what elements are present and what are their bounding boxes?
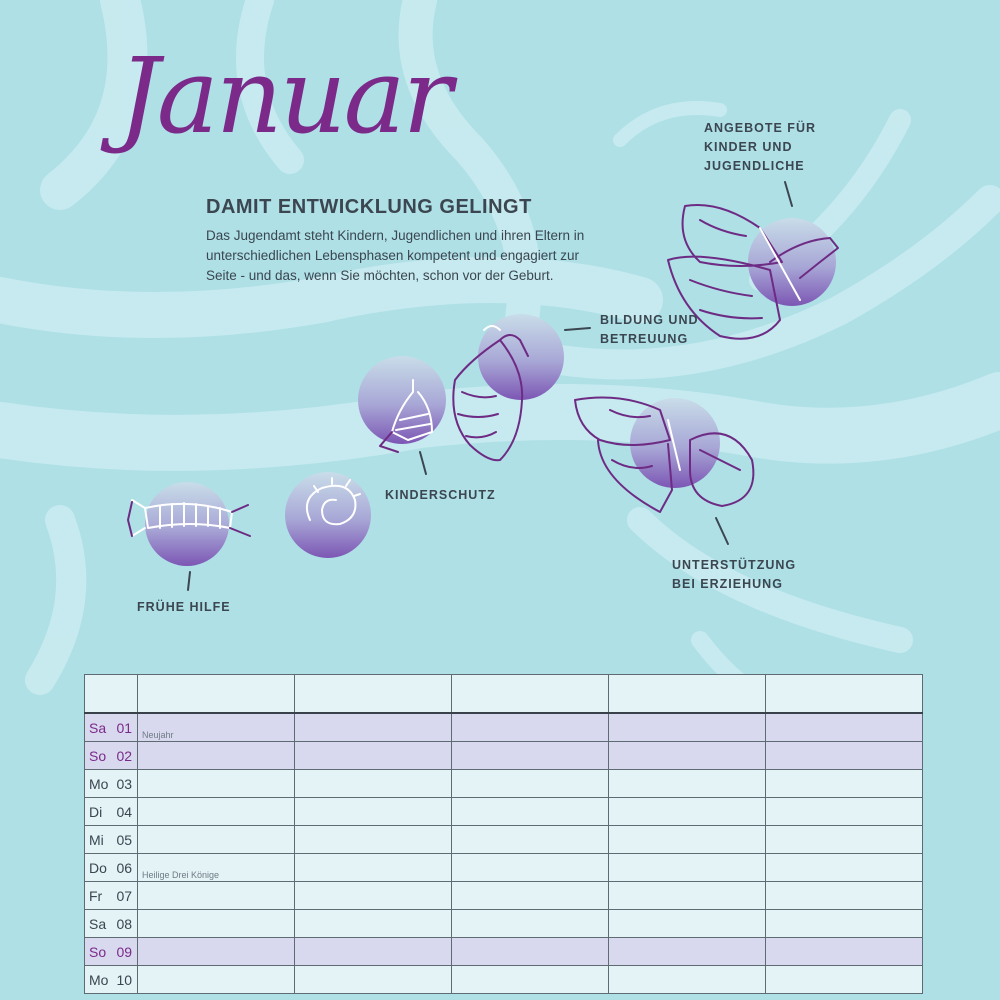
calendar-row bbox=[85, 938, 923, 966]
butterfly-icon bbox=[575, 398, 753, 512]
entry-cell[interactable] bbox=[766, 713, 923, 742]
entry-cell[interactable] bbox=[609, 854, 766, 882]
entry-cell[interactable] bbox=[295, 742, 452, 770]
headline: DAMIT ENTWICKLUNG GELINGT bbox=[206, 196, 532, 218]
entry-cell[interactable] bbox=[138, 882, 295, 910]
day-name: So bbox=[85, 742, 115, 770]
entry-cell[interactable] bbox=[452, 770, 609, 798]
calendar-row bbox=[85, 798, 923, 826]
entry-cell[interactable] bbox=[766, 938, 923, 966]
caterpillar-icon bbox=[128, 500, 250, 536]
day-name: Mo bbox=[85, 770, 115, 798]
header-column[interactable] bbox=[138, 675, 295, 714]
label-bildung-line1: BILDUNG UND bbox=[600, 313, 699, 327]
day-number: 04 bbox=[115, 798, 138, 826]
entry-cell[interactable] bbox=[295, 938, 452, 966]
calendar-row bbox=[85, 966, 923, 994]
calendar-header-row bbox=[85, 675, 923, 714]
calendar-row bbox=[85, 770, 923, 798]
entry-cell[interactable] bbox=[766, 910, 923, 938]
entry-cell[interactable] bbox=[138, 798, 295, 826]
entry-cell[interactable] bbox=[766, 854, 923, 882]
month-title: Januar bbox=[118, 35, 450, 157]
label-fruehe-hilfe: FRÜHE HILFE bbox=[137, 600, 231, 614]
entry-cell[interactable] bbox=[295, 966, 452, 994]
day-number: 01 bbox=[115, 713, 138, 742]
entry-cell[interactable] bbox=[138, 966, 295, 994]
entry-cell[interactable] bbox=[295, 770, 452, 798]
entry-cell[interactable] bbox=[295, 798, 452, 826]
label-angebote-line3: JUGENDLICHE bbox=[704, 159, 805, 173]
entry-cell[interactable] bbox=[138, 854, 295, 882]
label-angebote-line1: ANGEBOTE FÜR bbox=[704, 121, 816, 135]
calendar-row bbox=[85, 882, 923, 910]
entry-cell[interactable] bbox=[609, 713, 766, 742]
calendar-body bbox=[85, 713, 923, 994]
entry-cell[interactable] bbox=[609, 910, 766, 938]
entry-cell[interactable] bbox=[766, 798, 923, 826]
entry-cell[interactable] bbox=[452, 713, 609, 742]
entry-cell[interactable] bbox=[452, 938, 609, 966]
entry-cell[interactable] bbox=[452, 798, 609, 826]
holiday-note: Heilige Drei Könige bbox=[142, 870, 220, 880]
entry-cell[interactable] bbox=[452, 854, 609, 882]
entry-cell[interactable] bbox=[138, 910, 295, 938]
header-column[interactable] bbox=[295, 675, 452, 714]
day-number: 05 bbox=[115, 826, 138, 854]
entry-cell[interactable] bbox=[138, 826, 295, 854]
header-column[interactable] bbox=[766, 675, 923, 714]
entry-cell[interactable] bbox=[138, 770, 295, 798]
header-day-cell bbox=[85, 675, 138, 714]
day-number: 07 bbox=[115, 882, 138, 910]
leader-lines bbox=[188, 182, 792, 590]
entry-cell[interactable] bbox=[452, 826, 609, 854]
calendar-row bbox=[85, 910, 923, 938]
header-column[interactable] bbox=[452, 675, 609, 714]
entry-cell[interactable] bbox=[138, 713, 295, 742]
entry-cell[interactable] bbox=[295, 882, 452, 910]
entry-cell[interactable] bbox=[452, 742, 609, 770]
day-number: 09 bbox=[115, 938, 138, 966]
day-number: 02 bbox=[115, 742, 138, 770]
day-name: Sa bbox=[85, 910, 115, 938]
label-angebote-line2: KINDER UND bbox=[704, 140, 793, 154]
entry-cell[interactable] bbox=[609, 938, 766, 966]
calendar-row bbox=[85, 742, 923, 770]
entry-cell[interactable] bbox=[138, 742, 295, 770]
entry-cell[interactable] bbox=[295, 713, 452, 742]
label-angebote bbox=[704, 119, 816, 176]
entry-cell[interactable] bbox=[766, 742, 923, 770]
day-name: So bbox=[85, 938, 115, 966]
day-name: Mo bbox=[85, 966, 115, 994]
intro-text: Das Jugendamt steht Kindern, Jugendlichen und ihren Eltern in unterschiedlichen Lebensphasen kompetent und engagiert zur Seite - und das, wenn Sie möchten, schon vor der Geburt. bbox=[206, 228, 585, 283]
label-unterstuetzung-line2: BEI ERZIEHUNG bbox=[672, 577, 783, 591]
entry-cell[interactable] bbox=[766, 826, 923, 854]
day-number: 08 bbox=[115, 910, 138, 938]
label-bildung bbox=[600, 311, 699, 349]
label-unterstuetzung bbox=[672, 556, 796, 594]
curled-caterpillar-icon bbox=[307, 478, 360, 524]
day-number: 10 bbox=[115, 966, 138, 994]
entry-cell[interactable] bbox=[452, 882, 609, 910]
entry-cell[interactable] bbox=[766, 770, 923, 798]
entry-cell[interactable] bbox=[609, 798, 766, 826]
day-number: 06 bbox=[115, 854, 138, 882]
day-name: Fr bbox=[85, 882, 115, 910]
day-name: Mi bbox=[85, 826, 115, 854]
entry-cell[interactable] bbox=[609, 826, 766, 854]
label-kinderschutz: KINDERSCHUTZ bbox=[385, 488, 496, 502]
header-column[interactable] bbox=[609, 675, 766, 714]
entry-cell[interactable] bbox=[295, 854, 452, 882]
entry-cell[interactable] bbox=[766, 882, 923, 910]
entry-cell[interactable] bbox=[609, 966, 766, 994]
entry-cell[interactable] bbox=[609, 882, 766, 910]
entry-cell[interactable] bbox=[452, 910, 609, 938]
entry-cell[interactable] bbox=[138, 938, 295, 966]
entry-cell[interactable] bbox=[766, 966, 923, 994]
entry-cell[interactable] bbox=[609, 770, 766, 798]
calendar-grid bbox=[84, 674, 923, 994]
cocoon-icon bbox=[380, 380, 432, 452]
calendar-row bbox=[85, 713, 923, 742]
emerging-butterfly-icon bbox=[453, 326, 528, 460]
entry-cell[interactable] bbox=[295, 826, 452, 854]
day-name: Do bbox=[85, 854, 115, 882]
label-bildung-line2: BETREUUNG bbox=[600, 332, 689, 346]
entry-cell[interactable] bbox=[452, 966, 609, 994]
label-unterstuetzung-line1: UNTERSTÜTZUNG bbox=[672, 558, 797, 572]
holiday-note: Neujahr bbox=[142, 730, 174, 740]
entry-cell[interactable] bbox=[609, 742, 766, 770]
day-name: Sa bbox=[85, 713, 115, 742]
calendar-row bbox=[85, 826, 923, 854]
day-name: Di bbox=[85, 798, 115, 826]
entry-cell[interactable] bbox=[295, 910, 452, 938]
day-number: 03 bbox=[115, 770, 138, 798]
calendar-row bbox=[85, 854, 923, 882]
